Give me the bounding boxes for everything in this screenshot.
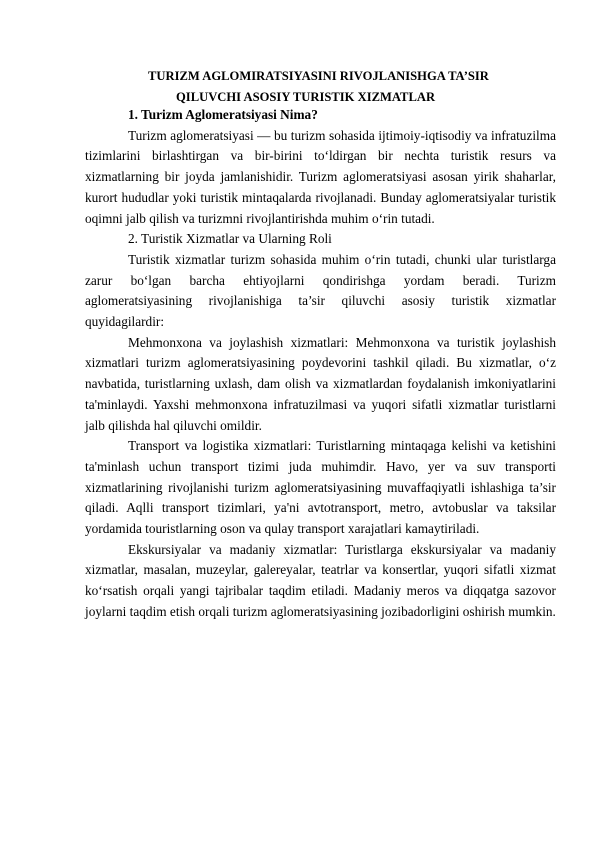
section-2-heading: 2. Turistik Xizmatlar va Ularning Roli (128, 231, 332, 247)
section-2-intro-paragraph: Turistik xizmatlar turizm sohasida muhim o‘rin tutadi, chunki ular turistlarga zarur bo‘lgan barcha ehtiyojlarni qondirishga yordam beradi. Turizm aglomeratsiyasining rivojlanishiga ta’sir qiluvchi asosiy turistik xizmatlar quyidagilardir: (85, 251, 556, 330)
title-line-2: QILUVCHI ASOSIY TURISTIK XIZMATLAR (176, 90, 436, 104)
transport-paragraph: Transport va logistika xizmatlari: Turistlarning mintaqaga kelishi va ketishini ta'minlash uchun transport tizimi juda muhimdir. Havo, yer va suv transporti xizmatlarining rivojlanishi turizm aglomeratsiyasining muvaffaqiyatli ishlashiga ta’sir qiladi. Aqlli transport tizimlari, ya'ni avtotransport, metro, avtobuslar va taksilar yordamida touristlarning oson va qulay transport xarajatlari kamaytiriladi. (85, 438, 556, 537)
section-1-paragraph: Turizm aglomeratsiyasi — bu turizm sohasida ijtimoiy-iqtisodiy va infratuzilma tizimlarini birlashtirgan va bir-birini to‘ldirgan bir nechta turistik resurs va xizmatlarning bir joyda jamlanishidir. Turizm aglomeratsiyasi asosan yirik shaharlar, kurort hududlar yoki turistik mintaqalarda rivojlanadi. Bunday aglomeratsiyalar turistik oqimni jalb qilish va turizmni rivojlantirishda muhim o‘rin tutadi. (85, 127, 556, 226)
document-body (85, 105, 556, 623)
excursion-paragraph: Ekskursiyalar va madaniy xizmatlar: Turistlarga ekskursiyalar va madaniy xizmatlar, masalan, muzeylar, galereyalar, teatrlar va konsertlar, yuqori sifatli xizmat ko‘rsatish orqali yangi tajribalar taqdim etiladi. Madaniy meros va diqqatga sazovor joylarni taqdim etish orqali turizm aglomeratsiyasining jozibadorligini oshirish mumkin. (85, 541, 556, 619)
section-1-heading: 1. Turizm Aglomeratsiyasi Nima? (128, 107, 318, 122)
accommodation-paragraph: Mehmonxona va joylashish xizmatlari: Mehmonxona va turistik joylashish xizmatlari turizm aglomeratsiyasining poydevorini tashkil qiladi. Bu xizmatlar, o‘z navbatida, turistlarning uxlash, dam olish va xizmatlardan foydalanish imkoniyatlarini ta'minlaydi. Yaxshi mehmonxona infratuzilmasi va yuqori sifatli xizmatlar turistlarni jalb qilishda hal qiluvchi omildir. (85, 334, 556, 433)
title-line-1: TURIZM AGLOMIRATSIYASINI RIVOJLANISHGA TA’SIR (148, 69, 489, 83)
document-title (85, 66, 555, 108)
